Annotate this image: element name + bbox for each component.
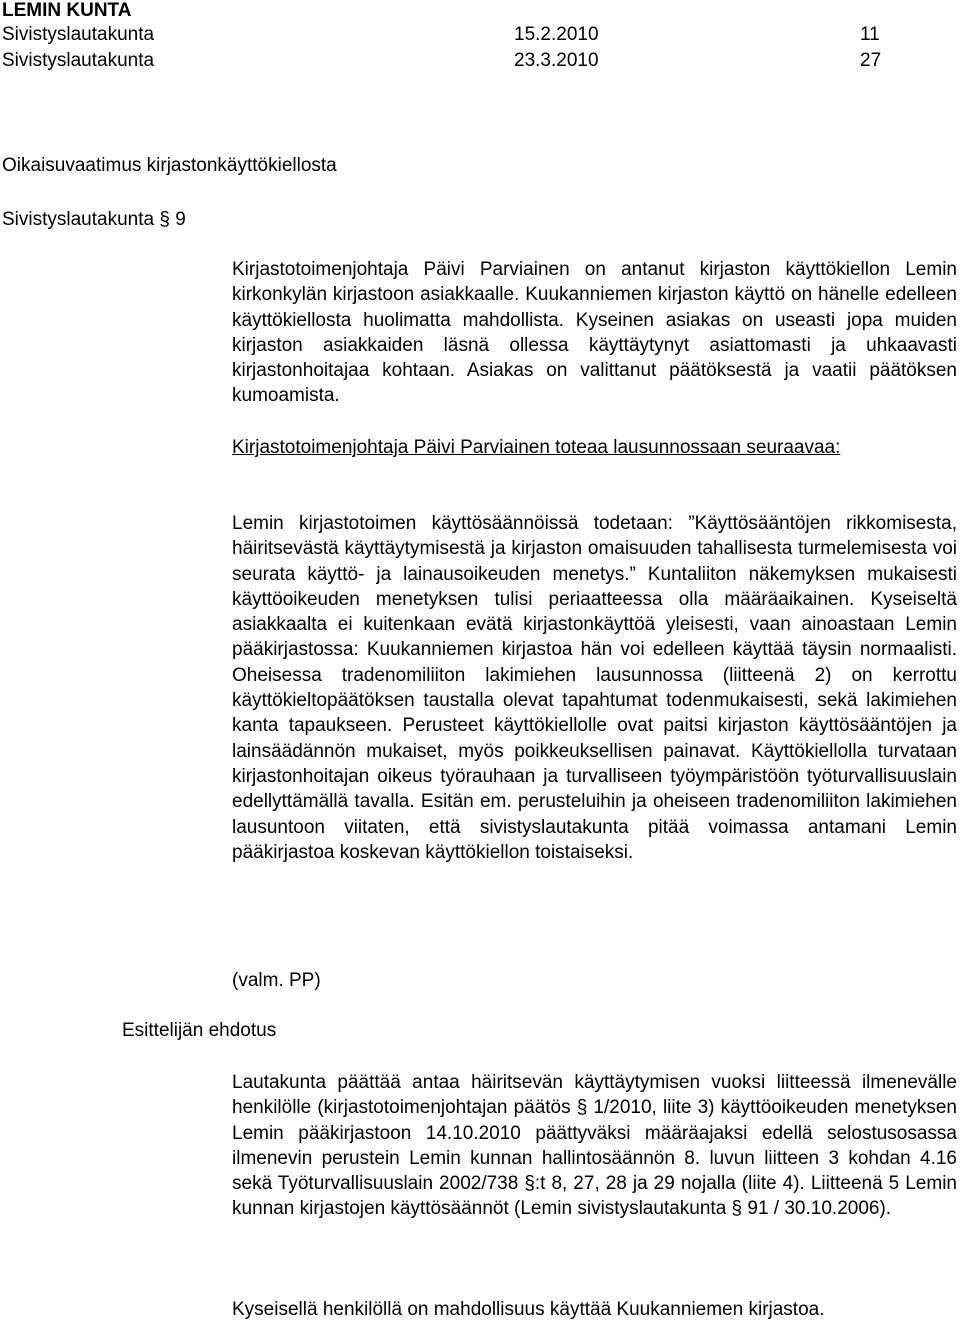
page-number-2: 27 xyxy=(860,50,882,71)
meeting-date-2: 23.3.2010 xyxy=(514,50,599,71)
paragraph-decision: Lautakunta päättää antaa häiritsevän käyttäytymisen vuoksi liitteessä ilmenevälle henkilölle (kirjastotoimenjohtajan päätös § 1/2010, liite 3) käyttöoikeuden menetyksen Lemin pääkirjastoon 14.10.2010 päättyväksi määräajaksi edellä selostusosassa ilmenevin perustein Lemin kunnan hallintosäännön 8. luvun liitteen 3 kohdan 4.16 sekä Työturvallisuuslain 2002/738 §:t 8, 27, 28 ja 29 nojalla (liite 4). Liitteenä 5 Lemin kunnan kirjastojen käyttösäännöt (Lemin sivistyslautakunta § 91 / 30.10.2006). xyxy=(232,1072,957,1220)
meeting-body-1: Sivistyslautakunta xyxy=(2,24,155,45)
paragraph-statement: Lemin kirjastotoimen käyttösäännöissä todetaan: ”Käyttösääntöjen rikkomisesta, häiritsevästä käyttäytymisestä ja kirjaston omaisuuden tahallisesta turmelemisesta voi seurata käyttö- ja lainausoikeuden menetys.” Kuntaliiton näkemyksen mukaisesti käyttöoikeuden menetyksen tulisi periaatteessa olla määräaikainen. Kyseiseltä asiakkaalta ei kuitenkaan evätä kirjastonkäyttöä yleisesti, vaan ainoastaan Lemin pääkirjastossa: Kuukanniemen kirjastoa hän voi edelleen käyttää täysin normaalisti. Oheisessa tradenomiliiton lakimiehen lausunnossa (liitteenä 2) on kerrottu käyttökieltopäätöksen taustalla olevat tapahtumat todenmukaisesti, sekä lakimiehen kanta tapaukseen. Perusteet käyttökiellolle ovat paitsi kirjaston käyttösääntöjen ja lainsäädännön mukaiset, myös poikkeuksellisen painavat. Käyttökiellolla turvataan kirjastonhoitajan oikeus työrauhaan ja turvalliseen työympäristöön työturvallisuuslain edellyttämällä tavalla. Esitän em. perusteluihin ja oheiseen tradenomiliiton lakimiehen lausuntoon viitaten, että sivistyslautakunta pitää voimassa antamani Lemin pääkirjastoa koskevan käyttökiellon toistaiseksi. xyxy=(232,513,957,863)
paragraph-statement-intro: Kirjastotoimenjohtaja Päivi Parviainen toteaa lausunnossaan seuraavaa: xyxy=(232,437,841,458)
paragraph-closing: Kyseisellä henkilöllä on mahdollisuus käyttää Kuukanniemen kirjastoa. xyxy=(232,1299,825,1320)
paragraph-preparer: (valm. PP) xyxy=(232,970,321,991)
section-reference: Sivistyslautakunta § 9 xyxy=(2,209,186,230)
proposal-label: Esittelijän ehdotus xyxy=(122,1020,277,1041)
meeting-date-1: 15.2.2010 xyxy=(514,24,599,45)
organization-name: LEMIN KUNTA xyxy=(2,0,132,21)
page-number-1: 11 xyxy=(860,24,880,45)
section-title: Oikaisuvaatimus kirjastonkäyttökiellosta xyxy=(2,155,337,176)
meeting-body-2: Sivistyslautakunta xyxy=(2,50,155,71)
paragraph-background: Kirjastotoimenjohtaja Päivi Parviainen on antanut kirjaston käyttökiellon Lemin kirkonkylän kirjastoon asiakkaalle. Kuukanniemen kirjaston käyttö on hänelle edelleen käyttökiellosta huolimatta mahdollista. Kyseinen asiakas on useasti jopa muiden kirjaston asiakkaiden läsnä ollessa käyttäytynyt asiattomasti ja uhkaavasti kirjastonhoitajaa kohtaan. Asiakas on valittanut päätöksestä ja vaatii päätöksen kumoamista. xyxy=(232,259,957,407)
